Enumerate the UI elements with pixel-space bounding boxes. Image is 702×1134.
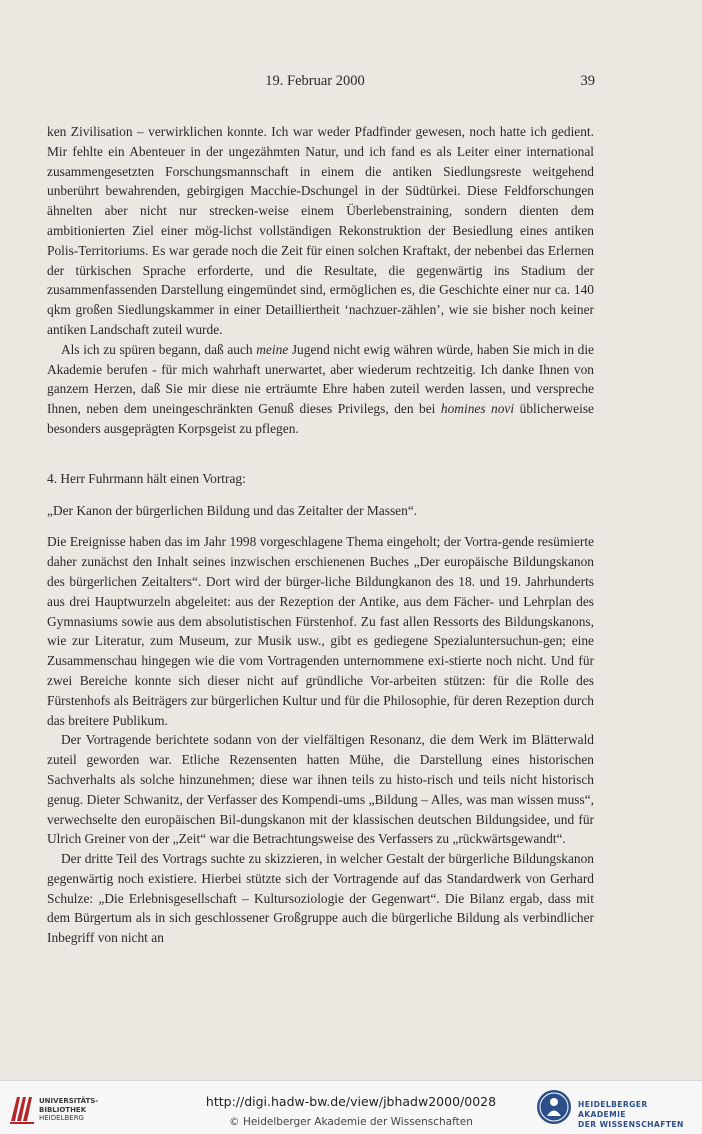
- running-head: [0, 73, 702, 93]
- academy-logo-text: [578, 1100, 694, 1130]
- body-text: [47, 122, 594, 948]
- academy-seal-icon: [536, 1089, 572, 1125]
- text-segment: Als ich zu spüren begann, daß auch: [61, 341, 257, 357]
- academy-logo-line: DER WISSENSCHAFTEN: [578, 1120, 684, 1129]
- paragraph: [47, 122, 594, 340]
- header-date: 19. Februar 2000: [265, 73, 365, 89]
- text-segment: Jugend nicht ewig währen würde, haben Sie mich in die Akademie berufen - für mich wahrhaft unerwartet, aber wiederum rechtzeitig. Ich danke Ihnen von ganzem Herzen, daß Sie mir diese nie erträumte Ehre haben zuteil werden lassen, und verspreche Ihnen, neben dem uneingeschränkten Genuß dieses Privilegs, den bei: [47, 341, 594, 417]
- italic-text: homines novi: [440, 401, 515, 417]
- ub-logo-line: HEIDELBERG: [39, 1114, 84, 1122]
- paragraph: [47, 532, 594, 730]
- text-segment: üblicherweise besonders ausgeprägten Korpsgeist zu pflegen.: [47, 401, 594, 436]
- academy-logo[interactable]: [536, 1089, 694, 1127]
- copyright-notice: © Heidelberger Akademie der Wissenschaften: [229, 1116, 473, 1128]
- paragraph: [47, 730, 594, 849]
- text-segment: Die Ereignisse haben das im Jahr 1998 vorgeschlagene Thema eingeholt; der Vortra-gende resümierte daher zunächst den Inhalt seines inzwischen erschienenen Buches „Der europäische Bildungskanon des bürgerlichen Zeitalters“. Dort wird der bürger-liche Bildungkanon des 18. und 19. Jahrhunderts aus drei Hauptwurzeln abgeleitet: aus der Rezeption der Antike, aus dem Fächer- und Lehrplan des Gymnasiums sowie aus dem absolutistischen Fürstenhof. Zu fast allen Ressorts des Bildungskanons, wie zur Literatur, zum Museum, zur Musik usw., gibt es gediegene Spezialuntersuchun-gen; eine Zusammenschau hingegen wie die vom Vortragenden unternommene exi-stierte noch nicht. Und für zwei Bereiche konnte sich dieser nicht auf gründliche Vor-arbeiten stützen: für die Rolle des Fürstenhofs als Beiträgers zur bürgerlichen Kultur und für die Philosophie, für deren Rezeption durch das breitere Publikum.: [47, 534, 594, 728]
- page-number: 39: [580, 73, 595, 89]
- section-heading: [47, 469, 594, 489]
- paragraph: [47, 340, 594, 439]
- text-segment: Der Vortragende berichtete sodann von der vielfältigen Resonanz, die dem Werk im Blätterwald zuteil geworden war. Etliche Rezensenten hatten Mühe, die Darstellung eines historischen Sachverhalts als solche hinzunehmen; diese war ihnen teils zu histo-risch und teils nicht historisch genug. Dieter Schwanitz, der Verfasser des Kompendi-ums „Bildung – Alles, was man wissen muss“, verwechselte den europäischen Bil-dungskanon mit der klassischen deutschen Bildungsidee, und für Ulrich Greiner von der „Zeit“ war die Betrachtungsweise des Verfassers zu „rückwärtsgewandt“.: [47, 732, 594, 847]
- viewer-footer: [0, 1080, 702, 1134]
- text-segment: „Der Kanon der bürgerlichen Bildung und das Zeitalter der Massen“.: [47, 502, 418, 518]
- academy-logo-line: HEIDELBERGER AKADEMIE: [578, 1100, 648, 1119]
- paragraph: [47, 849, 594, 948]
- italic-text: meine: [256, 341, 289, 357]
- text-segment: 4. Herr Fuhrmann hält einen Vortrag:: [47, 470, 246, 486]
- ub-logo-line: BIBLIOTHEK: [39, 1105, 87, 1114]
- text-segment: ken Zivilisation – verwirklichen konnte. Ich war weder Pfadfinder gewesen, noch hatte ich gedient. Mir fehlte ein Abenteuer in der ungezähmten Natur, und ich fand es als Leiter einer international zusammengesetzten Forschungsmannschaft in einem die antiken Siedlungsreste weitgehend unberührt bewahrenden, gebirgigen Macchie-Dschungel in der Südtürkei. Diese Feldforschungen ähnelten aber nicht nur strecken-weise einem Überlebenstraining, sondern dienten dem ambitionierten Ziel einer mög-lichst vollständigen Rekonstruktion der Besiedlung eines antiken Polis-Territoriums. Es war gerade noch die Zeit für einen solchen Kraftakt, der nebenbei das Erlernen der türkischen Sprache erforderte, und die Resultate, die gegenwärtig ins Stadium der zusammenfassenden Darstellung eingemündet sind, ermöglichen es, die Geschichte einer nur ca. 140 qkm großen Siedlungskammer in einer Detailliertheit ‘nachzuer-zählen’, wie sie bisher noch keiner antiken Landschaft zuteil wurde.: [47, 124, 594, 337]
- lecture-title: [47, 501, 594, 521]
- ub-logo-line: UNIVERSITÄTS-: [39, 1097, 99, 1105]
- permalink-url[interactable]: http://digi.hadw-bw.de/view/jbhadw2000/0028: [205, 1094, 497, 1109]
- text-segment: Der dritte Teil des Vortrags suchte zu skizzieren, in welcher Gestalt der bürgerliche Bildungskanon gegenwärtig noch existiere. Hierbei stützte sich der Vortragende auf das Standardwerk von Gerhard Schulze: „Die Erlebnisgesellschaft – Kultursoziologie der Gegenwart“. Die Bilanz ergab, dass mit dem Bürgertum als in sich geschlossener Großgruppe auch die bürgerliche Bildung als verbindlicher Inbegriff von nicht an: [47, 851, 594, 946]
